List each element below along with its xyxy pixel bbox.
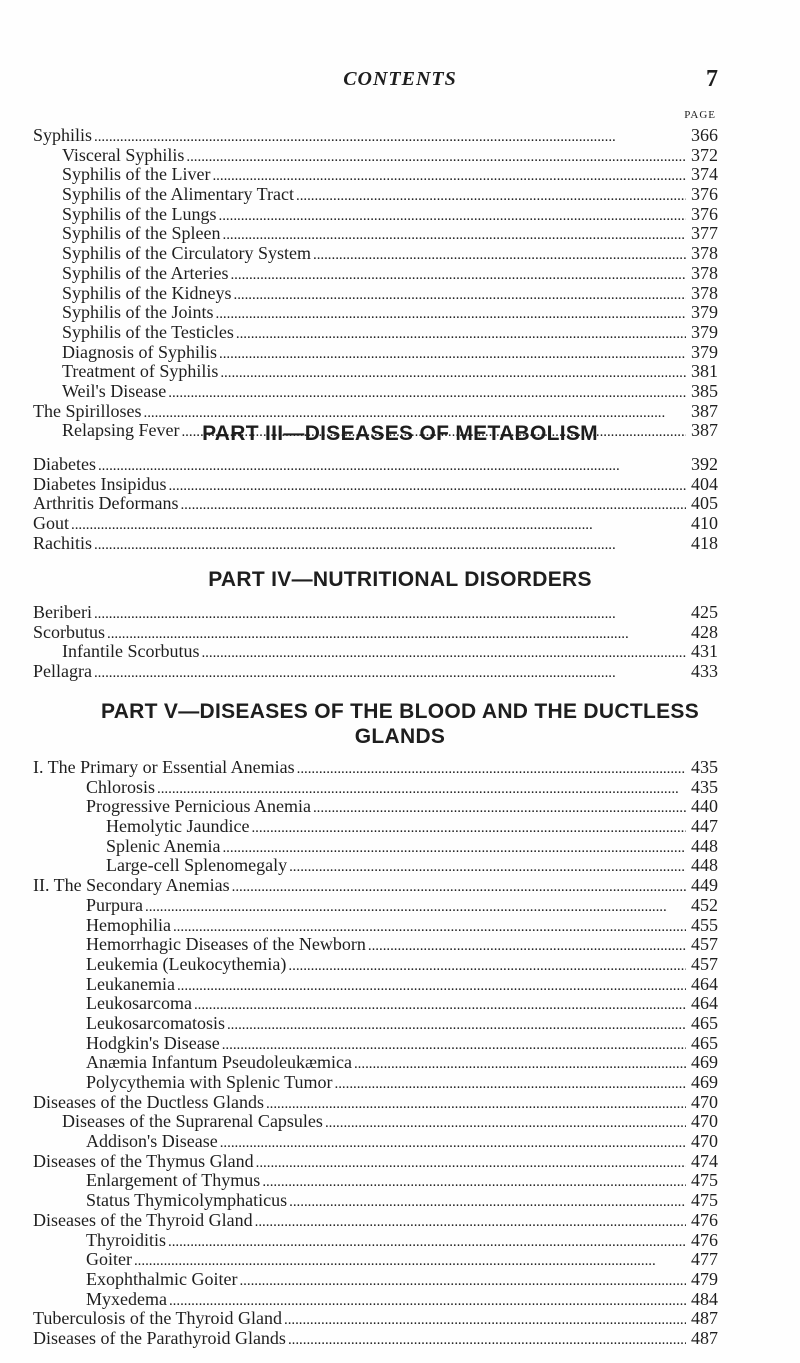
toc-section-nutritional [33, 603, 718, 682]
leader-dots [94, 662, 686, 684]
toc-entry-page: 425 [691, 602, 718, 622]
toc-entry-page: 479 [691, 1268, 718, 1289]
toc-entry [33, 994, 718, 1014]
leader-dots [71, 514, 686, 536]
toc-entry-title: Syphilis of the Alimentary Tract [62, 184, 294, 205]
toc-entry [33, 1270, 718, 1290]
leader-dots [256, 1152, 686, 1174]
toc-entry-title: Goiter [86, 1249, 132, 1270]
toc-entry-page: 470 [691, 1111, 718, 1132]
leader-dots [194, 994, 686, 1016]
toc-entry [33, 284, 718, 304]
toc-entry [33, 935, 718, 955]
toc-entry-page: 469 [691, 1052, 718, 1073]
toc-entry-title: Treatment of Syphilis [62, 361, 219, 382]
toc-entry-page: 378 [691, 282, 718, 303]
toc-entry [33, 1132, 718, 1152]
toc-entry-page: 474 [691, 1150, 718, 1171]
toc-entry-page: 440 [691, 796, 718, 817]
toc-entry [33, 975, 718, 995]
toc-entry [33, 1329, 718, 1349]
leader-dots [288, 955, 686, 977]
leader-dots [313, 244, 686, 266]
toc-entry-page: 475 [691, 1170, 718, 1191]
toc-entry-page: 487 [691, 1308, 718, 1329]
toc-entry-page: 379 [691, 321, 718, 342]
leader-dots [325, 1112, 686, 1134]
toc-entry-title: Diseases of the Thyroid Gland [33, 1209, 253, 1230]
page-column-label: PAGE [684, 109, 716, 121]
toc-entry [33, 856, 718, 876]
toc-entry-title: Syphilis of the Arteries [62, 262, 229, 283]
toc-entry [33, 1250, 718, 1270]
toc-entry-page: 452 [691, 894, 718, 915]
page-number: 7 [706, 66, 718, 92]
toc-entry-page: 487 [691, 1327, 718, 1348]
toc-entry [33, 797, 718, 817]
toc-entry-title: Weil's Disease [62, 380, 167, 401]
toc-entry-title: Enlargement of Thymus [86, 1170, 261, 1191]
leader-dots [335, 1073, 686, 1095]
leader-dots [234, 284, 687, 306]
toc-entry-page: 435 [691, 757, 718, 777]
toc-entry [33, 778, 718, 798]
toc-entry-title: Hodgkin's Disease [86, 1032, 220, 1053]
leader-dots [236, 323, 686, 345]
leader-dots [168, 1231, 686, 1253]
toc-entry [33, 1034, 718, 1054]
toc-entry-title: Large-cell Splenomegaly [106, 855, 288, 876]
part-heading-iv: PART IV—NUTRITIONAL DISORDERS [208, 568, 592, 591]
toc-entry-page: 376 [691, 184, 718, 205]
toc-entry-title: Diabetes Insipidus [33, 473, 167, 494]
toc-entry [33, 1231, 718, 1251]
toc-entry [33, 455, 718, 475]
toc-entry [33, 1171, 718, 1191]
toc-entry [33, 475, 718, 495]
toc-entry-title: Syphilis of the Liver [62, 164, 211, 185]
leader-dots [222, 837, 686, 859]
toc-entry-title: Thyroiditis [86, 1229, 166, 1250]
toc-entry [33, 185, 718, 205]
toc-entry-page: 464 [691, 973, 718, 994]
toc-entry-page: 387 [691, 420, 718, 441]
toc-entry-title: Leukosarcoma [86, 993, 192, 1014]
toc-entry [33, 837, 718, 857]
leader-dots [168, 475, 686, 497]
toc-entry-page: 457 [691, 934, 718, 955]
leader-dots [145, 896, 686, 918]
toc-entry-title: Syphilis of the Spleen [62, 223, 221, 244]
toc-entry [33, 514, 718, 534]
toc-entry-page: 431 [691, 641, 718, 662]
part-heading-v [0, 699, 800, 749]
toc-entry [33, 955, 718, 975]
leader-dots [220, 362, 686, 384]
toc-entry-page: 418 [691, 532, 718, 553]
toc-entry [33, 1290, 718, 1310]
toc-entry-title: Rachitis [33, 532, 92, 553]
leader-dots [186, 146, 686, 168]
toc-entry-title: Diseases of the Ductless Glands [33, 1091, 264, 1112]
toc-entry-page: 457 [691, 953, 718, 974]
toc-entry-title: Diseases of the Suprarenal Capsules [62, 1111, 323, 1132]
leader-dots [354, 1053, 686, 1075]
leader-dots [144, 402, 687, 424]
toc-entry-title: Splenic Anemia [106, 835, 221, 856]
running-title: CONTENTS [343, 68, 457, 90]
toc-entry-title: Purpura [86, 894, 143, 915]
toc-entry [33, 362, 718, 382]
leader-dots [98, 455, 686, 477]
toc-entry-page: 449 [691, 875, 718, 896]
toc-entry-title: Tuberculosis of the Thyroid Gland [33, 1308, 282, 1329]
toc-entry-title: Diabetes [33, 454, 96, 474]
leader-dots [288, 1329, 686, 1351]
leader-dots [251, 817, 686, 839]
leader-dots [177, 975, 686, 997]
toc-entry-page: 433 [691, 661, 718, 682]
toc-entry [33, 1152, 718, 1172]
toc-entry-page: 469 [691, 1072, 718, 1092]
leader-dots [289, 856, 686, 878]
leader-dots [255, 1211, 686, 1233]
toc-entry [33, 1073, 718, 1093]
leader-dots [313, 797, 686, 819]
toc-entry-page: 366 [691, 125, 718, 145]
toc-entry-title: Leukosarcomatosis [86, 1012, 225, 1033]
leader-dots [219, 205, 686, 227]
toc-entry-title: Relapsing Fever [62, 420, 180, 441]
toc-entry [33, 623, 718, 643]
toc-entry-page: 464 [691, 993, 718, 1014]
toc-entry-page: 377 [691, 223, 718, 244]
toc-entry [33, 1014, 718, 1034]
toc-entry [33, 1053, 718, 1073]
toc-entry [33, 1211, 718, 1231]
toc-entry-page: 376 [691, 203, 718, 224]
toc-entry-page: 455 [691, 914, 718, 935]
toc-entry-title: Exophthalmic Goiter [86, 1268, 238, 1289]
toc-entry-title: Diseases of the Thymus Gland [33, 1150, 254, 1171]
toc-entry-page: 465 [691, 1032, 718, 1053]
toc-entry-title: Hemophilia [86, 914, 171, 935]
toc-entry-title: Leukemia (Leukocythemia) [86, 953, 287, 974]
part-heading-v-line2: GLANDS [354, 725, 446, 748]
toc-entry-title: Syphilis of the Testicles [62, 321, 234, 342]
toc-entry-page: 379 [691, 302, 718, 323]
toc-entry [33, 146, 718, 166]
toc-entry-page: 381 [691, 361, 718, 382]
toc-entry-title: Status Thymicolymphaticus [86, 1190, 288, 1211]
toc-entry [33, 817, 718, 837]
toc-entry [33, 165, 718, 185]
page-header [0, 68, 800, 98]
leader-dots [297, 758, 686, 780]
toc-entry [33, 642, 718, 662]
toc-entry-title: Syphilis of the Circulatory System [62, 243, 311, 264]
toc-entry-title: Anæmia Infantum Pseudoleukæmica [86, 1052, 352, 1073]
toc-entry-title: Gout [33, 513, 69, 534]
toc-entry-title: Beriberi [33, 602, 92, 622]
toc-entry [33, 303, 718, 323]
toc-entry-page: 428 [691, 621, 718, 642]
leader-dots [180, 494, 686, 516]
leader-dots [232, 876, 686, 898]
toc-entry [33, 896, 718, 916]
toc-entry-title: Infantile Scorbutus [62, 641, 200, 662]
toc-entry-page: 385 [691, 380, 718, 401]
toc-entry-page: 379 [691, 341, 718, 362]
toc-entry [33, 1309, 718, 1329]
leader-dots [220, 1132, 686, 1154]
toc-entry-page: 374 [691, 164, 718, 185]
toc-entry-title: Myxedema [86, 1288, 167, 1309]
toc-entry-page: 392 [691, 454, 718, 474]
toc-entry-page: 447 [691, 816, 718, 837]
toc-entry-page: 476 [691, 1229, 718, 1250]
leader-dots [201, 642, 686, 664]
leader-dots [168, 382, 686, 404]
toc-entry-title: Leukanemia [86, 973, 175, 994]
toc-entry [33, 126, 718, 146]
toc-entry [33, 1093, 718, 1113]
toc-entry-title: Progressive Pernicious Anemia [86, 796, 311, 817]
toc-entry-page: 372 [691, 144, 718, 165]
leader-dots [230, 264, 686, 286]
toc-entry-page: 477 [691, 1249, 718, 1270]
toc-entry-title: Pellagra [33, 661, 92, 682]
toc-entry [33, 382, 718, 402]
toc-entry [33, 494, 718, 514]
toc-entry-page: 405 [691, 493, 718, 514]
toc-entry-page: 378 [691, 243, 718, 264]
toc-entry-page: 435 [691, 776, 718, 797]
toc-entry-title: Polycythemia with Splenic Tumor [86, 1072, 333, 1092]
toc-entry-page: 465 [691, 1012, 718, 1033]
toc-entry-page: 448 [691, 855, 718, 876]
toc-entry-page: 470 [691, 1131, 718, 1152]
toc-entry-title: I. The Primary or Essential Anemias [33, 757, 295, 777]
toc-entry [33, 1191, 718, 1211]
toc-entry-page: 475 [691, 1190, 718, 1211]
toc-entry [33, 402, 718, 422]
toc-entry [33, 662, 718, 682]
toc-entry-title: Arthritis Deformans [33, 493, 179, 514]
leader-dots [219, 343, 686, 365]
toc-entry [33, 1112, 718, 1132]
toc-section-metabolism [33, 455, 718, 553]
toc-entry-title: The Spirilloses [33, 400, 142, 421]
toc-entry [33, 534, 718, 554]
toc-entry-title: Chlorosis [86, 776, 156, 797]
toc-section-blood-ductless [33, 758, 718, 1349]
leader-dots [216, 303, 686, 325]
leader-dots [368, 935, 686, 957]
toc-entry [33, 224, 718, 244]
toc-entry-title: Addison's Disease [86, 1131, 218, 1152]
toc-entry-title: II. The Secondary Anemias [33, 875, 230, 896]
toc-entry-title: Syphilis of the Lungs [62, 203, 217, 224]
toc-entry [33, 323, 718, 343]
toc-section-syphilis [33, 126, 718, 441]
toc-entry-title: Syphilis of the Kidneys [62, 282, 232, 303]
toc-entry-page: 470 [691, 1091, 718, 1112]
toc-entry [33, 876, 718, 896]
toc-entry-page: 448 [691, 835, 718, 856]
leader-dots [94, 534, 686, 556]
leader-dots [239, 1270, 686, 1292]
toc-entry-title: Hemorrhagic Diseases of the Newborn [86, 934, 366, 955]
toc-entry-title: Visceral Syphilis [62, 144, 185, 165]
leader-dots [94, 603, 686, 625]
toc-entry-title: Hemolytic Jaundice [106, 816, 250, 837]
toc-entry [33, 916, 718, 936]
toc-entry [33, 758, 718, 778]
toc-entry-page: 476 [691, 1209, 718, 1230]
leader-dots [284, 1309, 686, 1331]
toc-entry-page: 404 [691, 473, 718, 494]
toc-entry-page: 387 [691, 400, 718, 421]
toc-entry-title: Scorbutus [33, 621, 105, 642]
leader-dots [227, 1014, 686, 1036]
toc-entry-page: 484 [691, 1288, 718, 1309]
leader-dots [262, 1171, 686, 1193]
toc-entry [33, 603, 718, 623]
toc-entry-page: 410 [691, 513, 718, 534]
toc-entry-title: Syphilis [33, 125, 93, 145]
toc-entry [33, 205, 718, 225]
toc-entry-title: Diseases of the Parathyroid Glands [33, 1327, 286, 1348]
toc-entry [33, 244, 718, 264]
leader-dots [296, 185, 686, 207]
leader-dots [266, 1093, 686, 1115]
leader-dots [289, 1191, 686, 1213]
toc-entry-page: 378 [691, 262, 718, 283]
toc-entry-title: Diagnosis of Syphilis [62, 341, 218, 362]
toc-entry [33, 264, 718, 284]
part-heading-v-line1: PART V—DISEASES OF THE BLOOD AND THE DUCTLESS [100, 700, 700, 723]
toc-entry-title: Syphilis of the Joints [62, 302, 214, 323]
toc-entry [33, 343, 718, 363]
part-heading-iii: PART III—DISEASES OF METABOLISM [202, 422, 598, 445]
